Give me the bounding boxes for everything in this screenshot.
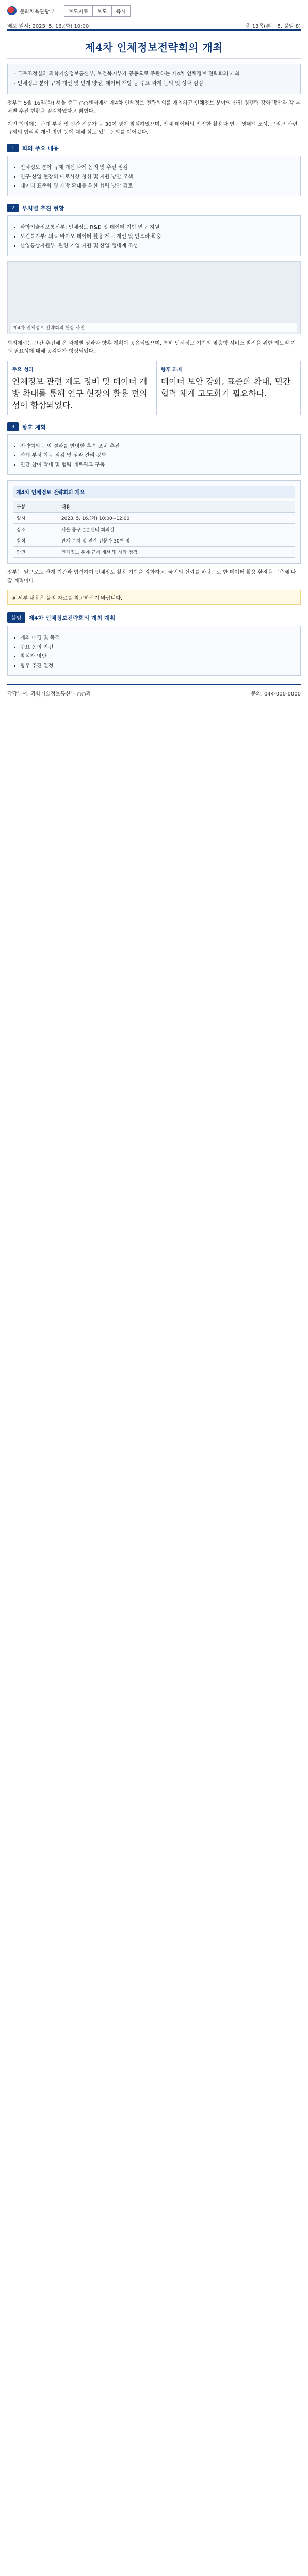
title-wrap — [7, 29, 301, 59]
section-badge-2: 2 — [7, 204, 19, 212]
table-cell-value: 인체정보 분야 규제 개선 및 성과 점검 — [58, 547, 295, 558]
table-header-cell-1: 구분 — [13, 501, 58, 513]
section-label-2: 부처별 추진 현황 — [22, 205, 64, 212]
results-text: 인체정보 관련 제도 정비 및 데이터 개방 확대를 통해 연구 현장의 활용 편의성이 향상되었다. — [12, 377, 148, 410]
overview-table — [13, 501, 295, 558]
section-header-3 — [7, 422, 301, 431]
section-panel-1 — [7, 156, 301, 196]
section-list-1 — [13, 163, 295, 189]
table-cell-label: 참석 — [13, 535, 58, 547]
attachment-list — [13, 633, 295, 669]
attachment-item-1: • 개최 배경 및 목적 — [20, 633, 295, 641]
meeting-photo — [7, 261, 301, 334]
section-1-item-3: • 데이터 표준화 및 개방 확대를 위한 협력 방안 검토 — [20, 181, 295, 189]
attachment-item-3: • 참석자 명단 — [20, 652, 295, 659]
photo-caption: 제4차 인체정보 전략회의 현장 사진 — [11, 323, 297, 332]
attachment-panel — [7, 626, 301, 676]
attachment-item-2: • 주요 논의 안건 — [20, 642, 295, 650]
release-type-mid: 보도 — [93, 6, 111, 16]
table-row — [13, 535, 295, 547]
section-panel-2 — [7, 215, 301, 256]
government-emblem-icon — [7, 6, 17, 15]
table-header-cell-2: 내용 — [58, 501, 295, 513]
body-paragraph-4: 정부는 앞으로도 관계 기관과 협력하여 인체정보 활용 기반을 강화하고, 국민의 신뢰를 바탕으로 한 데이터 활용 환경을 구축해 나갈 계획이다. — [7, 570, 296, 584]
meta-line — [7, 22, 301, 29]
footer — [7, 684, 301, 697]
table-cell-label: 안건 — [13, 547, 58, 558]
page-title: 제4차 인체정보전략회의 개최 — [85, 41, 223, 54]
section-label-3: 향후 계획 — [22, 423, 46, 431]
future-box — [156, 361, 301, 415]
results-title: 주요 성과 — [12, 367, 34, 373]
section-3-item-3: • 민간 참여 확대 및 협력 네트워크 구축 — [20, 460, 295, 468]
release-date: 배포 일시: 2023. 5. 16.(화) 10:00 — [7, 24, 89, 29]
table-header-row — [13, 501, 295, 513]
body-paragraph-1: 정부는 5월 16일(화) 서울 중구 ○○센터에서 제4차 인체정보 전략회의를 개최하고 인체정보 분야의 산업 경쟁력 강화 방안과 각 부처별 추진 현황을 점검하였다고 밝혔다. — [7, 100, 301, 114]
table-row — [13, 524, 295, 535]
attachment-note: ※ 세부 내용은 붙임 자료를 참고하시기 바랍니다. — [7, 590, 301, 605]
footer-dept: 담당부서: 과학기술정보통신부 ○○과 — [7, 691, 91, 697]
section-1-item-1: • 인체정보 분야 규제 개선 과제 논의 및 추진 점검 — [20, 163, 295, 171]
section-list-3 — [13, 442, 295, 468]
page-count: 총 13쪽(본문 5, 붙임 8) — [245, 24, 301, 29]
section-3-item-1: • 전략회의 논의 결과를 반영한 후속 조치 추진 — [20, 442, 295, 449]
overview-table-heading: 제4차 인체정보 전략회의 개요 — [13, 486, 295, 498]
section-2-item-3: • 산업통상자원부: 관련 기업 지원 및 산업 생태계 조성 — [20, 241, 295, 249]
section-badge-1: 1 — [7, 144, 19, 152]
table-cell-value: 서울 중구 ○○센터 회의실 — [58, 524, 295, 535]
summary-box — [7, 64, 301, 94]
summary-line-2: - 인체정보 분야 규제 개선 및 인재 양성, 데이터 개방 등 주요 과제 논의 및 성과 점검 — [14, 80, 203, 87]
org-name: 문화체육관광부 — [20, 9, 55, 15]
table-row — [13, 513, 295, 524]
top-bar — [7, 3, 301, 19]
table-cell-label: 일시 — [13, 513, 58, 524]
section-list-2 — [13, 223, 295, 249]
future-text: 데이터 보안 강화, 표준화 확대, 민간 협력 체계 고도화가 필요하다. — [160, 377, 291, 398]
section-2-item-1: • 과학기술정보통신부: 인체정보 R&D 및 데이터 기반 연구 지원 — [20, 223, 295, 230]
overview-table-panel — [7, 480, 301, 564]
results-box — [7, 361, 152, 415]
attachment-title: 제4차 인체정보전략회의 개최 계획 — [28, 614, 116, 621]
table-cell-value: 관계 부처 및 민간 전문가 30여 명 — [58, 535, 295, 547]
press-release-page — [0, 3, 308, 2576]
release-type-right: 즉시 — [116, 9, 126, 15]
body-paragraph-3: 회의에서는 그간 추진해 온 과제별 성과와 향후 계획이 공유되었으며, 특히 인체정보 기반의 맞춤형 서비스 발전을 위한 제도적 지원 필요성에 대해 공감대가 형성되었다. — [7, 341, 296, 354]
section-badge-3: 3 — [7, 422, 19, 431]
org-logo — [7, 6, 55, 15]
section-2-item-2: • 보건복지부: 의료·바이오 데이터 활용 제도 개선 및 인프라 확충 — [20, 232, 295, 240]
table-cell-value: 2023. 5. 16.(화) 10:00~12:00 — [58, 513, 295, 524]
section-1-item-2: • 연구·산업 현장의 애로사항 청취 및 지원 방안 모색 — [20, 172, 295, 180]
two-column-summary — [7, 361, 301, 415]
summary-line-1: - 국무조정실과 과학기술정보통신부, 보건복지부가 공동으로 주관하는 제4차 인체정보 전략회의 개최 — [14, 71, 240, 77]
section-panel-3 — [7, 434, 301, 475]
attachment-item-4: • 향후 추진 일정 — [20, 661, 295, 669]
table-row — [13, 547, 295, 558]
attachment-badge: 붙임 — [7, 612, 25, 623]
body-paragraph-2: 이번 회의에는 관계 부처 및 민간 전문가 등 30여 명이 참석하였으며, 인체 데이터의 안전한 활용과 연구 생태계 조성, 그리고 관련 규제의 합리적 개선 방안 등에 대해 심도 있는 논의를 이어갔다. — [7, 122, 298, 135]
section-header-1 — [7, 144, 301, 152]
section-3-item-2: • 관계 부처 합동 점검 및 성과 관리 강화 — [20, 451, 295, 459]
release-type-box — [64, 5, 131, 17]
future-title: 향후 과제 — [160, 367, 183, 373]
table-cell-label: 장소 — [13, 524, 58, 535]
release-type-left: 보도자료 — [64, 6, 93, 16]
section-header-2 — [7, 204, 301, 212]
footer-contact: 문의: 044-000-0000 — [251, 691, 301, 697]
attachment-header — [7, 612, 301, 623]
section-label-1: 회의 주요 내용 — [22, 145, 59, 152]
